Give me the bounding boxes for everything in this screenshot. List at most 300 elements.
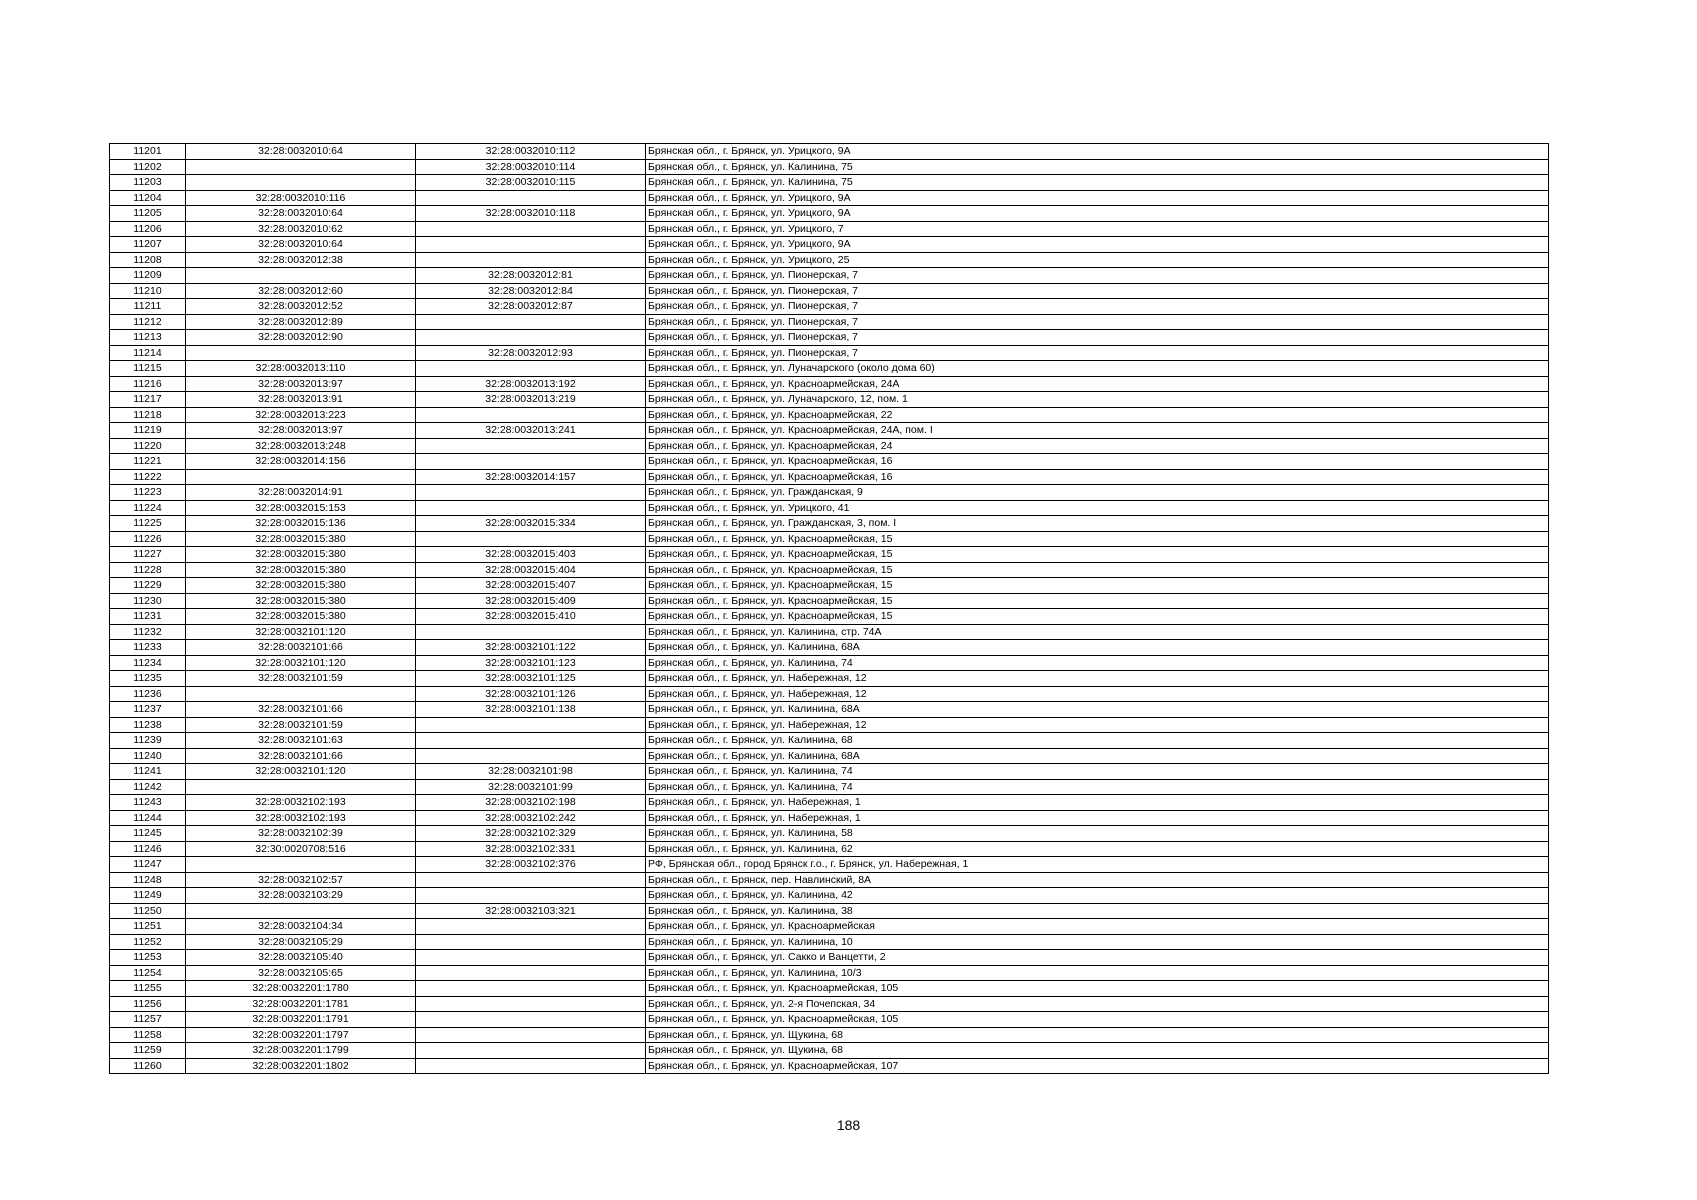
row-number-cell: 11239 bbox=[110, 733, 186, 749]
land-cadastral-number-cell: 32:30:0020708:516 bbox=[186, 841, 416, 857]
address-cell: Брянская обл., г. Брянск, ул. Калинина, 74 bbox=[646, 655, 1549, 671]
land-cadastral-number-cell bbox=[186, 268, 416, 284]
address-cell: Брянская обл., г. Брянск, ул. Красноармейская, 22 bbox=[646, 407, 1549, 423]
land-cadastral-number-cell: 32:28:0032015:153 bbox=[186, 500, 416, 516]
property-registry-table bbox=[109, 143, 1549, 1074]
address-cell: Брянская обл., г. Брянск, ул. Красноармейская, 15 bbox=[646, 547, 1549, 563]
address-cell: Брянская обл., г. Брянск, ул. Красноармейская, 15 bbox=[646, 609, 1549, 625]
address-cell: Брянская обл., г. Брянск, ул. Калинина, 10/3 bbox=[646, 965, 1549, 981]
address-cell: Брянская обл., г. Брянск, ул. Урицкого, 9А bbox=[646, 190, 1549, 206]
row-number-cell: 11232 bbox=[110, 624, 186, 640]
land-cadastral-number-cell: 32:28:0032010:64 bbox=[186, 237, 416, 253]
address-cell: Брянская обл., г. Брянск, ул. Красноармейская, 105 bbox=[646, 981, 1549, 997]
row-number-cell: 11228 bbox=[110, 562, 186, 578]
address-cell: Брянская обл., г. Брянск, ул. Урицкого, 7 bbox=[646, 221, 1549, 237]
building-cadastral-number-cell: 32:28:0032013:241 bbox=[416, 423, 646, 439]
land-cadastral-number-cell: 32:28:0032101:66 bbox=[186, 748, 416, 764]
land-cadastral-number-cell: 32:28:0032102:39 bbox=[186, 826, 416, 842]
address-cell: Брянская обл., г. Брянск, ул. Луначарского (около дома 60) bbox=[646, 361, 1549, 377]
land-cadastral-number-cell: 32:28:0032012:38 bbox=[186, 252, 416, 268]
building-cadastral-number-cell: 32:28:0032101:98 bbox=[416, 764, 646, 780]
address-cell: Брянская обл., г. Брянск, ул. Калинина, 75 bbox=[646, 159, 1549, 175]
row-number-cell: 11220 bbox=[110, 438, 186, 454]
table-row bbox=[110, 593, 1549, 609]
building-cadastral-number-cell bbox=[416, 733, 646, 749]
land-cadastral-number-cell: 32:28:0032201:1780 bbox=[186, 981, 416, 997]
table-row bbox=[110, 531, 1549, 547]
land-cadastral-number-cell: 32:28:0032105:65 bbox=[186, 965, 416, 981]
land-cadastral-number-cell: 32:28:0032012:90 bbox=[186, 330, 416, 346]
row-number-cell: 11242 bbox=[110, 779, 186, 795]
row-number-cell: 11221 bbox=[110, 454, 186, 470]
table-row bbox=[110, 500, 1549, 516]
building-cadastral-number-cell bbox=[416, 950, 646, 966]
table-row bbox=[110, 841, 1549, 857]
building-cadastral-number-cell bbox=[416, 237, 646, 253]
row-number-cell: 11260 bbox=[110, 1058, 186, 1074]
address-cell: Брянская обл., г. Брянск, ул. Красноармейская, 24А, пом. I bbox=[646, 423, 1549, 439]
table-row bbox=[110, 237, 1549, 253]
address-cell: Брянская обл., г. Брянск, ул. Калинина, стр. 74А bbox=[646, 624, 1549, 640]
row-number-cell: 11254 bbox=[110, 965, 186, 981]
building-cadastral-number-cell: 32:28:0032102:329 bbox=[416, 826, 646, 842]
land-cadastral-number-cell: 32:28:0032010:64 bbox=[186, 206, 416, 222]
table-row bbox=[110, 314, 1549, 330]
address-cell: Брянская обл., г. Брянск, ул. Урицкого, 9А bbox=[646, 206, 1549, 222]
land-cadastral-number-cell: 32:28:0032101:120 bbox=[186, 624, 416, 640]
table-row bbox=[110, 175, 1549, 191]
row-number-cell: 11209 bbox=[110, 268, 186, 284]
land-cadastral-number-cell bbox=[186, 857, 416, 873]
row-number-cell: 11217 bbox=[110, 392, 186, 408]
land-cadastral-number-cell: 32:28:0032101:120 bbox=[186, 764, 416, 780]
table-row bbox=[110, 392, 1549, 408]
building-cadastral-number-cell bbox=[416, 438, 646, 454]
land-cadastral-number-cell: 32:28:0032012:60 bbox=[186, 283, 416, 299]
address-cell: Брянская обл., г. Брянск, ул. Пионерская, 7 bbox=[646, 299, 1549, 315]
address-cell: Брянская обл., г. Брянск, ул. Урицкого, 41 bbox=[646, 500, 1549, 516]
table-row bbox=[110, 206, 1549, 222]
table-row bbox=[110, 795, 1549, 811]
table-row bbox=[110, 609, 1549, 625]
land-cadastral-number-cell: 32:28:0032105:29 bbox=[186, 934, 416, 950]
building-cadastral-number-cell bbox=[416, 221, 646, 237]
building-cadastral-number-cell bbox=[416, 1012, 646, 1028]
land-cadastral-number-cell: 32:28:0032101:63 bbox=[186, 733, 416, 749]
address-cell: Брянская обл., г. Брянск, ул. Калинина, 74 bbox=[646, 764, 1549, 780]
building-cadastral-number-cell: 32:28:0032013:192 bbox=[416, 376, 646, 392]
table-row bbox=[110, 996, 1549, 1012]
land-cadastral-number-cell: 32:28:0032013:248 bbox=[186, 438, 416, 454]
address-cell: Брянская обл., г. Брянск, ул. Пионерская, 7 bbox=[646, 314, 1549, 330]
land-cadastral-number-cell: 32:28:0032102:57 bbox=[186, 872, 416, 888]
table-row bbox=[110, 965, 1549, 981]
land-cadastral-number-cell: 32:28:0032015:380 bbox=[186, 609, 416, 625]
address-cell: Брянская обл., г. Брянск, ул. Калинина, 74 bbox=[646, 779, 1549, 795]
building-cadastral-number-cell bbox=[416, 252, 646, 268]
table-row bbox=[110, 221, 1549, 237]
address-cell: Брянская обл., г. Брянск, ул. Калинина, 10 bbox=[646, 934, 1549, 950]
address-cell: Брянская обл., г. Брянск, ул. Урицкого, 9А bbox=[646, 144, 1549, 160]
building-cadastral-number-cell bbox=[416, 748, 646, 764]
address-cell: Брянская обл., г. Брянск, ул. Красноармейская, 16 bbox=[646, 469, 1549, 485]
row-number-cell: 11259 bbox=[110, 1043, 186, 1059]
land-cadastral-number-cell: 32:28:0032015:380 bbox=[186, 593, 416, 609]
row-number-cell: 11245 bbox=[110, 826, 186, 842]
table-row bbox=[110, 190, 1549, 206]
table-row bbox=[110, 655, 1549, 671]
building-cadastral-number-cell: 32:28:0032012:93 bbox=[416, 345, 646, 361]
building-cadastral-number-cell: 32:28:0032012:81 bbox=[416, 268, 646, 284]
address-cell: Брянская обл., г. Брянск, ул. Красноармейская, 15 bbox=[646, 593, 1549, 609]
address-cell: Брянская обл., г. Брянск, ул. Калинина, 62 bbox=[646, 841, 1549, 857]
table-row bbox=[110, 144, 1549, 160]
land-cadastral-number-cell bbox=[186, 159, 416, 175]
building-cadastral-number-cell: 32:28:0032015:404 bbox=[416, 562, 646, 578]
row-number-cell: 11240 bbox=[110, 748, 186, 764]
row-number-cell: 11222 bbox=[110, 469, 186, 485]
row-number-cell: 11253 bbox=[110, 950, 186, 966]
row-number-cell: 11229 bbox=[110, 578, 186, 594]
row-number-cell: 11225 bbox=[110, 516, 186, 532]
building-cadastral-number-cell bbox=[416, 717, 646, 733]
row-number-cell: 11247 bbox=[110, 857, 186, 873]
row-number-cell: 11250 bbox=[110, 903, 186, 919]
building-cadastral-number-cell: 32:28:0032101:123 bbox=[416, 655, 646, 671]
address-cell: Брянская обл., г. Брянск, ул. Красноармейская, 105 bbox=[646, 1012, 1549, 1028]
land-cadastral-number-cell: 32:28:0032010:116 bbox=[186, 190, 416, 206]
address-cell: Брянская обл., г. Брянск, ул. Урицкого, 25 bbox=[646, 252, 1549, 268]
building-cadastral-number-cell bbox=[416, 981, 646, 997]
table-row bbox=[110, 934, 1549, 950]
building-cadastral-number-cell: 32:28:0032010:114 bbox=[416, 159, 646, 175]
row-number-cell: 11248 bbox=[110, 872, 186, 888]
row-number-cell: 11214 bbox=[110, 345, 186, 361]
building-cadastral-number-cell bbox=[416, 996, 646, 1012]
address-cell: Брянская обл., г. Брянск, ул. Красноармейская, 107 bbox=[646, 1058, 1549, 1074]
table-row bbox=[110, 671, 1549, 687]
building-cadastral-number-cell: 32:28:0032015:334 bbox=[416, 516, 646, 532]
row-number-cell: 11256 bbox=[110, 996, 186, 1012]
row-number-cell: 11241 bbox=[110, 764, 186, 780]
table-row bbox=[110, 779, 1549, 795]
row-number-cell: 11234 bbox=[110, 655, 186, 671]
building-cadastral-number-cell bbox=[416, 531, 646, 547]
row-number-cell: 11249 bbox=[110, 888, 186, 904]
address-cell: Брянская обл., г. Брянск, ул. Гражданская, 3, пом. I bbox=[646, 516, 1549, 532]
land-cadastral-number-cell: 32:28:0032015:136 bbox=[186, 516, 416, 532]
building-cadastral-number-cell: 32:28:0032101:125 bbox=[416, 671, 646, 687]
row-number-cell: 11226 bbox=[110, 531, 186, 547]
land-cadastral-number-cell: 32:28:0032201:1791 bbox=[186, 1012, 416, 1028]
table-row bbox=[110, 919, 1549, 935]
address-cell: Брянская обл., г. Брянск, ул. Калинина, 68А bbox=[646, 640, 1549, 656]
land-cadastral-number-cell: 32:28:0032102:193 bbox=[186, 795, 416, 811]
land-cadastral-number-cell: 32:28:0032015:380 bbox=[186, 547, 416, 563]
address-cell: Брянская обл., г. Брянск, ул. Красноармейская, 24 bbox=[646, 438, 1549, 454]
land-cadastral-number-cell: 32:28:0032101:59 bbox=[186, 717, 416, 733]
table-row bbox=[110, 268, 1549, 284]
table-row bbox=[110, 376, 1549, 392]
row-number-cell: 11251 bbox=[110, 919, 186, 935]
table-row bbox=[110, 717, 1549, 733]
address-cell: Брянская обл., г. Брянск, ул. Калинина, 38 bbox=[646, 903, 1549, 919]
row-number-cell: 11211 bbox=[110, 299, 186, 315]
building-cadastral-number-cell bbox=[416, 919, 646, 935]
land-cadastral-number-cell bbox=[186, 779, 416, 795]
table-row bbox=[110, 345, 1549, 361]
land-cadastral-number-cell: 32:28:0032012:89 bbox=[186, 314, 416, 330]
building-cadastral-number-cell: 32:28:0032010:115 bbox=[416, 175, 646, 191]
land-cadastral-number-cell: 32:28:0032010:64 bbox=[186, 144, 416, 160]
building-cadastral-number-cell bbox=[416, 314, 646, 330]
row-number-cell: 11227 bbox=[110, 547, 186, 563]
table-row bbox=[110, 624, 1549, 640]
land-cadastral-number-cell: 32:28:0032104:34 bbox=[186, 919, 416, 935]
row-number-cell: 11244 bbox=[110, 810, 186, 826]
address-cell: Брянская обл., г. Брянск, ул. Набережная, 12 bbox=[646, 717, 1549, 733]
address-cell: Брянская обл., г. Брянск, ул. Красноармейская, 15 bbox=[646, 562, 1549, 578]
building-cadastral-number-cell bbox=[416, 1043, 646, 1059]
building-cadastral-number-cell bbox=[416, 965, 646, 981]
land-cadastral-number-cell: 32:28:0032012:52 bbox=[186, 299, 416, 315]
address-cell: Брянская обл., г. Брянск, ул. Пионерская, 7 bbox=[646, 268, 1549, 284]
table-row bbox=[110, 469, 1549, 485]
table-row bbox=[110, 361, 1549, 377]
table-row bbox=[110, 578, 1549, 594]
table-row bbox=[110, 330, 1549, 346]
address-cell: Брянская обл., г. Брянск, ул. 2-я Почепская, 34 bbox=[646, 996, 1549, 1012]
building-cadastral-number-cell: 32:28:0032015:407 bbox=[416, 578, 646, 594]
table-row bbox=[110, 407, 1549, 423]
land-cadastral-number-cell bbox=[186, 903, 416, 919]
page-number: 188 bbox=[836, 1117, 861, 1133]
row-number-cell: 11202 bbox=[110, 159, 186, 175]
table-row bbox=[110, 562, 1549, 578]
building-cadastral-number-cell: 32:28:0032103:321 bbox=[416, 903, 646, 919]
table-row bbox=[110, 1027, 1549, 1043]
building-cadastral-number-cell: 32:28:0032015:403 bbox=[416, 547, 646, 563]
building-cadastral-number-cell bbox=[416, 624, 646, 640]
building-cadastral-number-cell: 32:28:0032101:138 bbox=[416, 702, 646, 718]
land-cadastral-number-cell: 32:28:0032105:40 bbox=[186, 950, 416, 966]
address-cell: Брянская обл., г. Брянск, ул. Набережная, 12 bbox=[646, 671, 1549, 687]
land-cadastral-number-cell: 32:28:0032014:91 bbox=[186, 485, 416, 501]
land-cadastral-number-cell: 32:28:0032102:193 bbox=[186, 810, 416, 826]
address-cell: Брянская обл., г. Брянск, ул. Гражданская, 9 bbox=[646, 485, 1549, 501]
address-cell: Брянская обл., г. Брянск, ул. Калинина, 68 bbox=[646, 733, 1549, 749]
address-cell: Брянская обл., г. Брянск, ул. Красноармейская, 15 bbox=[646, 531, 1549, 547]
address-cell: Брянская обл., г. Брянск, ул. Щукина, 68 bbox=[646, 1043, 1549, 1059]
row-number-cell: 11223 bbox=[110, 485, 186, 501]
row-number-cell: 11235 bbox=[110, 671, 186, 687]
land-cadastral-number-cell: 32:28:0032013:97 bbox=[186, 423, 416, 439]
row-number-cell: 11258 bbox=[110, 1027, 186, 1043]
row-number-cell: 11205 bbox=[110, 206, 186, 222]
land-cadastral-number-cell: 32:28:0032015:380 bbox=[186, 562, 416, 578]
row-number-cell: 11237 bbox=[110, 702, 186, 718]
table-row bbox=[110, 857, 1549, 873]
land-cadastral-number-cell bbox=[186, 469, 416, 485]
building-cadastral-number-cell: 32:28:0032012:87 bbox=[416, 299, 646, 315]
row-number-cell: 11246 bbox=[110, 841, 186, 857]
building-cadastral-number-cell: 32:28:0032010:118 bbox=[416, 206, 646, 222]
land-cadastral-number-cell: 32:28:0032010:62 bbox=[186, 221, 416, 237]
table-row bbox=[110, 888, 1549, 904]
table-row bbox=[110, 1043, 1549, 1059]
building-cadastral-number-cell: 32:28:0032102:198 bbox=[416, 795, 646, 811]
building-cadastral-number-cell bbox=[416, 361, 646, 377]
address-cell: Брянская обл., г. Брянск, ул. Красноармейская, 15 bbox=[646, 578, 1549, 594]
table-row bbox=[110, 733, 1549, 749]
building-cadastral-number-cell: 32:28:0032101:99 bbox=[416, 779, 646, 795]
building-cadastral-number-cell bbox=[416, 330, 646, 346]
building-cadastral-number-cell: 32:28:0032014:157 bbox=[416, 469, 646, 485]
table-row bbox=[110, 547, 1549, 563]
address-cell: Брянская обл., г. Брянск, ул. Пионерская, 7 bbox=[646, 345, 1549, 361]
land-cadastral-number-cell: 32:28:0032103:29 bbox=[186, 888, 416, 904]
land-cadastral-number-cell: 32:28:0032015:380 bbox=[186, 578, 416, 594]
row-number-cell: 11224 bbox=[110, 500, 186, 516]
table-row bbox=[110, 252, 1549, 268]
land-cadastral-number-cell bbox=[186, 175, 416, 191]
address-cell: Брянская обл., г. Брянск, ул. Пионерская, 7 bbox=[646, 330, 1549, 346]
building-cadastral-number-cell bbox=[416, 934, 646, 950]
table-row bbox=[110, 981, 1549, 997]
building-cadastral-number-cell bbox=[416, 1058, 646, 1074]
land-cadastral-number-cell: 32:28:0032101:66 bbox=[186, 702, 416, 718]
building-cadastral-number-cell bbox=[416, 407, 646, 423]
building-cadastral-number-cell bbox=[416, 190, 646, 206]
table-row bbox=[110, 686, 1549, 702]
land-cadastral-number-cell: 32:28:0032101:120 bbox=[186, 655, 416, 671]
address-cell: Брянская обл., г. Брянск, ул. Калинина, 42 bbox=[646, 888, 1549, 904]
table-row bbox=[110, 764, 1549, 780]
row-number-cell: 11257 bbox=[110, 1012, 186, 1028]
table-row bbox=[110, 283, 1549, 299]
row-number-cell: 11216 bbox=[110, 376, 186, 392]
building-cadastral-number-cell: 32:28:0032012:84 bbox=[416, 283, 646, 299]
address-cell: Брянская обл., г. Брянск, пер. Навлинский, 8А bbox=[646, 872, 1549, 888]
row-number-cell: 11218 bbox=[110, 407, 186, 423]
row-number-cell: 11233 bbox=[110, 640, 186, 656]
row-number-cell: 11201 bbox=[110, 144, 186, 160]
address-cell: Брянская обл., г. Брянск, ул. Калинина, 68А bbox=[646, 702, 1549, 718]
table-row bbox=[110, 950, 1549, 966]
row-number-cell: 11243 bbox=[110, 795, 186, 811]
land-cadastral-number-cell: 32:28:0032015:380 bbox=[186, 531, 416, 547]
table-row bbox=[110, 1058, 1549, 1074]
row-number-cell: 11213 bbox=[110, 330, 186, 346]
land-cadastral-number-cell: 32:28:0032201:1781 bbox=[186, 996, 416, 1012]
address-cell: Брянская обл., г. Брянск, ул. Калинина, 75 bbox=[646, 175, 1549, 191]
table-row bbox=[110, 516, 1549, 532]
table-row bbox=[110, 1012, 1549, 1028]
land-cadastral-number-cell: 32:28:0032013:97 bbox=[186, 376, 416, 392]
building-cadastral-number-cell bbox=[416, 500, 646, 516]
building-cadastral-number-cell: 32:28:0032015:410 bbox=[416, 609, 646, 625]
address-cell: Брянская обл., г. Брянск, ул. Красноармейская bbox=[646, 919, 1549, 935]
table-row bbox=[110, 159, 1549, 175]
table-row bbox=[110, 454, 1549, 470]
table-row bbox=[110, 640, 1549, 656]
address-cell: Брянская обл., г. Брянск, ул. Щукина, 68 bbox=[646, 1027, 1549, 1043]
building-cadastral-number-cell: 32:28:0032013:219 bbox=[416, 392, 646, 408]
land-cadastral-number-cell: 32:28:0032013:91 bbox=[186, 392, 416, 408]
row-number-cell: 11255 bbox=[110, 981, 186, 997]
row-number-cell: 11238 bbox=[110, 717, 186, 733]
building-cadastral-number-cell bbox=[416, 888, 646, 904]
address-cell: Брянская обл., г. Брянск, ул. Набережная, 12 bbox=[646, 686, 1549, 702]
building-cadastral-number-cell: 32:28:0032015:409 bbox=[416, 593, 646, 609]
row-number-cell: 11208 bbox=[110, 252, 186, 268]
building-cadastral-number-cell bbox=[416, 485, 646, 501]
address-cell: Брянская обл., г. Брянск, ул. Луначарского, 12, пом. 1 bbox=[646, 392, 1549, 408]
row-number-cell: 11230 bbox=[110, 593, 186, 609]
land-cadastral-number-cell: 32:28:0032201:1799 bbox=[186, 1043, 416, 1059]
table-row bbox=[110, 438, 1549, 454]
row-number-cell: 11210 bbox=[110, 283, 186, 299]
land-cadastral-number-cell bbox=[186, 345, 416, 361]
row-number-cell: 11215 bbox=[110, 361, 186, 377]
building-cadastral-number-cell bbox=[416, 454, 646, 470]
table-row bbox=[110, 748, 1549, 764]
building-cadastral-number-cell: 32:28:0032102:376 bbox=[416, 857, 646, 873]
building-cadastral-number-cell bbox=[416, 872, 646, 888]
table-row bbox=[110, 485, 1549, 501]
building-cadastral-number-cell: 32:28:0032101:122 bbox=[416, 640, 646, 656]
row-number-cell: 11212 bbox=[110, 314, 186, 330]
land-cadastral-number-cell: 32:28:0032101:66 bbox=[186, 640, 416, 656]
table-row bbox=[110, 423, 1549, 439]
row-number-cell: 11231 bbox=[110, 609, 186, 625]
address-cell: Брянская обл., г. Брянск, ул. Калинина, 58 bbox=[646, 826, 1549, 842]
land-cadastral-number-cell: 32:28:0032201:1797 bbox=[186, 1027, 416, 1043]
row-number-cell: 11252 bbox=[110, 934, 186, 950]
address-cell: Брянская обл., г. Брянск, ул. Сакко и Ванцетти, 2 bbox=[646, 950, 1549, 966]
address-cell: РФ, Брянская обл., город Брянск г.о., г. Брянск, ул. Набережная, 1 bbox=[646, 857, 1549, 873]
address-cell: Брянская обл., г. Брянск, ул. Красноармейская, 24А bbox=[646, 376, 1549, 392]
land-cadastral-number-cell: 32:28:0032013:110 bbox=[186, 361, 416, 377]
row-number-cell: 11204 bbox=[110, 190, 186, 206]
row-number-cell: 11219 bbox=[110, 423, 186, 439]
table-row bbox=[110, 299, 1549, 315]
table-body bbox=[110, 144, 1549, 1074]
building-cadastral-number-cell: 32:28:0032010:112 bbox=[416, 144, 646, 160]
address-cell: Брянская обл., г. Брянск, ул. Пионерская, 7 bbox=[646, 283, 1549, 299]
row-number-cell: 11206 bbox=[110, 221, 186, 237]
land-cadastral-number-cell bbox=[186, 686, 416, 702]
row-number-cell: 11207 bbox=[110, 237, 186, 253]
address-cell: Брянская обл., г. Брянск, ул. Урицкого, 9А bbox=[646, 237, 1549, 253]
table-row bbox=[110, 702, 1549, 718]
land-cadastral-number-cell: 32:28:0032101:59 bbox=[186, 671, 416, 687]
address-cell: Брянская обл., г. Брянск, ул. Красноармейская, 16 bbox=[646, 454, 1549, 470]
building-cadastral-number-cell: 32:28:0032102:331 bbox=[416, 841, 646, 857]
building-cadastral-number-cell: 32:28:0032102:242 bbox=[416, 810, 646, 826]
building-cadastral-number-cell: 32:28:0032101:126 bbox=[416, 686, 646, 702]
table-row bbox=[110, 872, 1549, 888]
land-cadastral-number-cell: 32:28:0032201:1802 bbox=[186, 1058, 416, 1074]
table-row bbox=[110, 826, 1549, 842]
building-cadastral-number-cell bbox=[416, 1027, 646, 1043]
address-cell: Брянская обл., г. Брянск, ул. Калинина, 68А bbox=[646, 748, 1549, 764]
land-cadastral-number-cell: 32:28:0032013:223 bbox=[186, 407, 416, 423]
table-row bbox=[110, 903, 1549, 919]
row-number-cell: 11236 bbox=[110, 686, 186, 702]
row-number-cell: 11203 bbox=[110, 175, 186, 191]
address-cell: Брянская обл., г. Брянск, ул. Набережная, 1 bbox=[646, 795, 1549, 811]
